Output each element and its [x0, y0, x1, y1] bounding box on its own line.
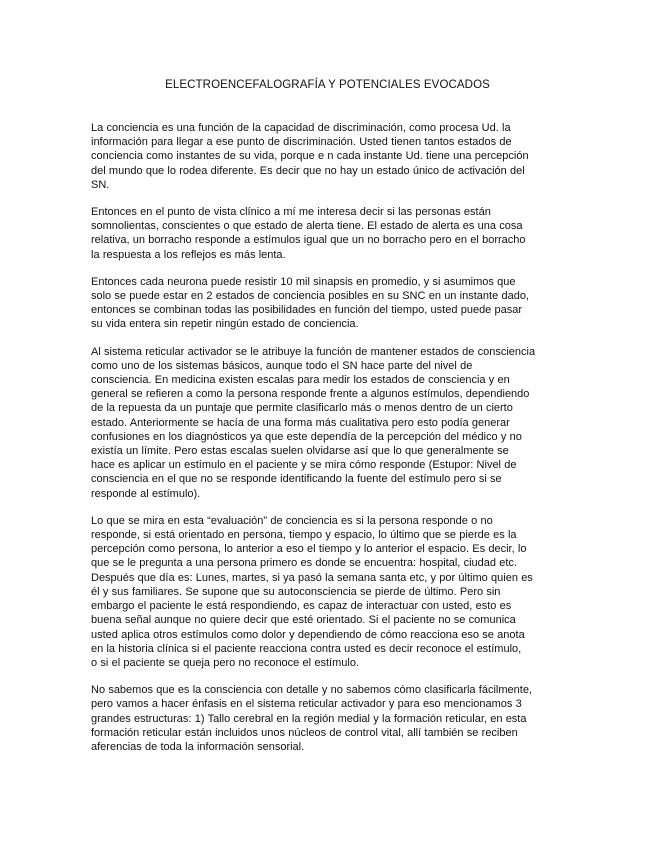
document-title: ELECTROENCEFALOGRAFÍA Y POTENCIALES EVOCADOS: [165, 79, 490, 91]
text-line: consciencia en el que no se responde identificando la fuente del estímulo pero si se: [91, 473, 502, 486]
text-line: del mundo que lo rodea diferente. Es decir que no hay un estado único de activación del: [91, 164, 525, 177]
text-line: No sabemos que es la consciencia con detalle y no sabemos cómo clasificarla fácilmente,: [91, 684, 532, 697]
text-line: formación reticular están incluidos unos núcleos de control vital, allí también se reciben: [91, 726, 518, 739]
text-line: como uno de los sistemas básicos, aunque todo el SN hace parte del nivel de: [91, 359, 473, 372]
text-line: la respuesta a los reflejos es más lenta.: [91, 248, 286, 261]
text-line: pero vamos a hacer énfasis en el sistema reticular activador y para eso mencionamos 3: [91, 698, 522, 711]
text-line: relativa, un borracho responde a estímulos igual que un no borracho pero en el borracho: [91, 234, 526, 247]
text-line: buena señal aunque no quiere decir que esté orientado. Si el paciente no se comunica: [91, 614, 516, 627]
text-line: Entonces en el punto de vista clínico a mí me interesa decir si las personas están: [91, 206, 491, 219]
text-line: su vida entera sin repetir ningún estado de conciencia.: [91, 318, 359, 331]
text-line: La conciencia es una función de la capacidad de discriminación, como procesa Ud. la: [91, 122, 511, 134]
text-line: entonces se combinan todas las posibilidades en función del tiempo, usted puede pasar: [91, 304, 523, 317]
paragraph: [91, 205, 567, 262]
text-line: información para llegar a ese punto de discriminación. Usted tienen tantos estados de: [91, 136, 512, 149]
text-line: o si el paciente se queja pero no reconoce el estímulo.: [91, 656, 359, 669]
paragraph: [91, 345, 567, 501]
text-line: existía un límite. Pero estas escalas suelen olvidarse así que lo que generalmente se: [91, 445, 509, 458]
text-line: responde, si está orientado en persona, tiempo y espacio, lo último que se pierde es la: [91, 529, 517, 542]
document-body: [91, 121, 567, 767]
text-line: consciencia. En medicina existen escalas para medir los estados de consciencia y en: [91, 374, 510, 387]
paragraph: [91, 683, 567, 754]
paragraph: [91, 275, 567, 332]
text-line: de la repuesta da un puntaje que permite clasificarlo más o menos dentro de un cierto: [91, 402, 513, 415]
text-line: somnolientas, conscientes o que estado de alerta tiene. El estado de alerta es una cosa: [91, 220, 523, 233]
paragraph: [91, 514, 567, 670]
text-line: él y sus familiares. Se supone que su autoconsciencia se pierde de último. Pero sin: [91, 585, 501, 598]
text-line: Lo que se mira en esta “evaluación” de conciencia es si la persona responde o no: [91, 514, 493, 527]
text-line: responde al estímulo).: [91, 487, 201, 500]
text-line: en la historia clínica si el paciente reacciona contra usted es decir reconoce el estímulo,: [91, 642, 522, 655]
text-line: conciencia como instantes de su vida, porque e n cada instante Ud. tiene una percepción: [91, 150, 529, 163]
text-line: Después que día es: Lunes, martes, si ya pasó la semana santa etc, y por último quien es: [91, 571, 533, 584]
text-line: solo se puede estar en 2 estados de conciencia posibles en su SNC en un instante dado,: [91, 290, 529, 303]
paragraph: [91, 121, 567, 192]
text-line: que se le pregunta a una persona primero es donde se encuentra: hospital, ciudad etc.: [91, 557, 517, 570]
text-line: Al sistema reticular activador se le atribuye la función de mantener estados de consciencia: [91, 345, 536, 358]
text-line: general se refieren a como la persona responde frente a algunos estímulos, dependiendo: [91, 388, 530, 401]
text-line: grandes estructuras: 1) Tallo cerebral en la región medial y la formación reticular, en esta: [91, 712, 527, 725]
text-line: estado. Anteriormente se hacía de una forma más cualitativa pero esto podía generar: [91, 416, 510, 429]
text-line: confusiones en los diagnósticos ya que este dependía de la percepción del médico y no: [91, 430, 522, 443]
text-line: Entonces cada neurona puede resistir 10 mil sinapsis en promedio, y si asumimos que: [91, 275, 516, 288]
text-line: embargo el paciente le está respondiendo, es capaz de interactuar con usted, esto es: [91, 600, 512, 613]
text-line: hace es aplicar un estímulo en el paciente y se mira cómo responde (Estupor: Nivel de: [91, 459, 517, 472]
text-line: usted aplica otros estímulos como dolor y dependiendo de cómo reacciona eso se anota: [91, 628, 525, 641]
text-line: aferencias de toda la información sensorial.: [91, 740, 305, 753]
text-line: SN.: [91, 178, 110, 191]
text-line: percepción como persona, lo anterior a eso el tiempo y lo anterior el espacio. Es decir, lo: [91, 543, 527, 556]
